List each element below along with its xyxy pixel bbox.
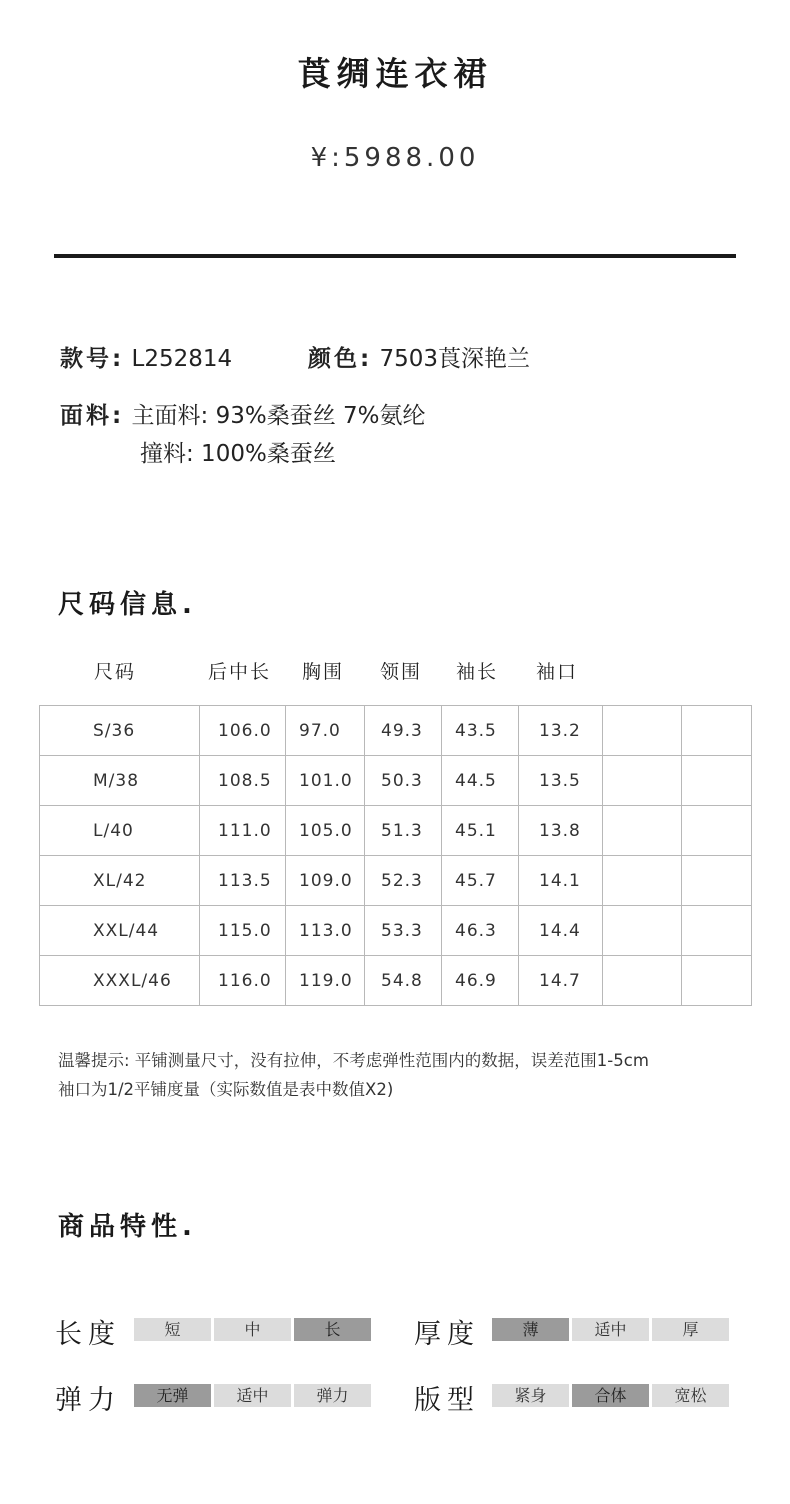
- table-cell: 108.5: [200, 756, 286, 806]
- elasticity-option-2: 适中: [214, 1384, 291, 1407]
- table-cell: 43.5: [442, 706, 519, 756]
- table-cell: [603, 856, 682, 906]
- table-cell: [682, 806, 752, 856]
- length-option-3: 长: [294, 1318, 371, 1341]
- table-cell: [603, 956, 682, 1006]
- size-table: [39, 705, 752, 1006]
- table-cell: [682, 956, 752, 1006]
- table-cell: 115.0: [200, 906, 286, 956]
- thickness-label: 厚度: [414, 1319, 480, 1350]
- length-options: [134, 1318, 374, 1342]
- table-cell: [603, 706, 682, 756]
- table-row: [40, 706, 752, 756]
- size-note-line1: 温馨提示: 平铺测量尺寸，没有拉伸，不考虑弹性范围内的数据，误差范围1-5cm: [58, 1051, 649, 1070]
- size-section-title: 尺码信息.: [58, 590, 197, 620]
- table-cell: 106.0: [200, 706, 286, 756]
- table-cell: 101.0: [286, 756, 365, 806]
- length-option-1: 短: [134, 1318, 211, 1341]
- table-row: [40, 856, 752, 906]
- color-value: 7503莨深艳兰: [379, 346, 531, 372]
- length-label: 长度: [55, 1319, 121, 1350]
- table-cell: 52.3: [365, 856, 442, 906]
- elasticity-options: [134, 1384, 374, 1408]
- header-cuff: 袖口: [536, 661, 579, 683]
- color-label: 颜色:: [308, 346, 373, 372]
- fit-option-2: 合体: [572, 1384, 649, 1407]
- elasticity-option-3: 弹力: [294, 1384, 371, 1407]
- table-cell: 49.3: [365, 706, 442, 756]
- thickness-options: [492, 1318, 732, 1342]
- elasticity-option-1: 无弹: [134, 1384, 211, 1407]
- elasticity-label: 弹力: [55, 1385, 121, 1416]
- table-cell: [603, 906, 682, 956]
- color-info: [308, 340, 530, 373]
- table-cell: 111.0: [200, 806, 286, 856]
- header-back-length: 后中长: [208, 661, 272, 683]
- fit-options: [492, 1384, 732, 1408]
- table-cell: 54.8: [365, 956, 442, 1006]
- style-value: L252814: [131, 346, 233, 372]
- table-cell: [682, 756, 752, 806]
- table-cell: 50.3: [365, 756, 442, 806]
- size-note-line2: 袖口为1/2平铺度量（实际数值是表中数值X2): [58, 1080, 394, 1099]
- table-cell: 53.3: [365, 906, 442, 956]
- thickness-option-1: 薄: [492, 1318, 569, 1341]
- table-cell: XL/42: [40, 856, 200, 906]
- table-cell: M/38: [40, 756, 200, 806]
- table-cell: 45.1: [442, 806, 519, 856]
- table-row: [40, 906, 752, 956]
- fabric-main: 主面料: 93%桑蚕丝 7%氨纶: [131, 403, 426, 429]
- table-cell: 14.7: [519, 956, 603, 1006]
- table-cell: 13.2: [519, 706, 603, 756]
- table-cell: 119.0: [286, 956, 365, 1006]
- table-cell: [603, 806, 682, 856]
- fit-option-3: 宽松: [652, 1384, 729, 1407]
- table-cell: 109.0: [286, 856, 365, 906]
- thickness-option-3: 厚: [652, 1318, 729, 1341]
- table-cell: 46.9: [442, 956, 519, 1006]
- table-cell: 45.7: [442, 856, 519, 906]
- table-cell: 44.5: [442, 756, 519, 806]
- header-size: 尺码: [94, 661, 137, 683]
- fabric-info: [60, 397, 426, 430]
- table-cell: 14.4: [519, 906, 603, 956]
- thickness-option-2: 适中: [572, 1318, 649, 1341]
- product-title: 莨绸连衣裙: [297, 54, 493, 93]
- fit-label: 版型: [414, 1385, 480, 1416]
- table-row: [40, 756, 752, 806]
- table-cell: 13.8: [519, 806, 603, 856]
- table-cell: XXL/44: [40, 906, 200, 956]
- divider: [54, 254, 736, 258]
- length-option-2: 中: [214, 1318, 291, 1341]
- style-label: 款号:: [60, 346, 125, 372]
- table-cell: 14.1: [519, 856, 603, 906]
- fabric-contrast: 撞料: 100%桑蚕丝: [140, 441, 336, 467]
- table-cell: [682, 706, 752, 756]
- header-sleeve-length: 袖长: [456, 661, 499, 683]
- features-section-title: 商品特性.: [58, 1212, 197, 1242]
- header-neck: 领围: [380, 661, 423, 683]
- table-cell: [682, 856, 752, 906]
- table-cell: XXXL/46: [40, 956, 200, 1006]
- table-cell: 46.3: [442, 906, 519, 956]
- table-cell: 116.0: [200, 956, 286, 1006]
- table-row: [40, 806, 752, 856]
- fabric-label: 面料:: [60, 403, 125, 429]
- table-cell: 105.0: [286, 806, 365, 856]
- fit-option-1: 紧身: [492, 1384, 569, 1407]
- product-price: ¥:5988.00: [310, 143, 480, 173]
- table-cell: L/40: [40, 806, 200, 856]
- table-cell: [682, 906, 752, 956]
- table-cell: [603, 756, 682, 806]
- table-cell: 113.0: [286, 906, 365, 956]
- style-number: [60, 340, 232, 373]
- table-cell: 51.3: [365, 806, 442, 856]
- table-cell: 13.5: [519, 756, 603, 806]
- table-cell: 113.5: [200, 856, 286, 906]
- table-row: [40, 956, 752, 1006]
- table-cell: S/36: [40, 706, 200, 756]
- table-cell: 97.0: [286, 706, 365, 756]
- header-chest: 胸围: [302, 661, 345, 683]
